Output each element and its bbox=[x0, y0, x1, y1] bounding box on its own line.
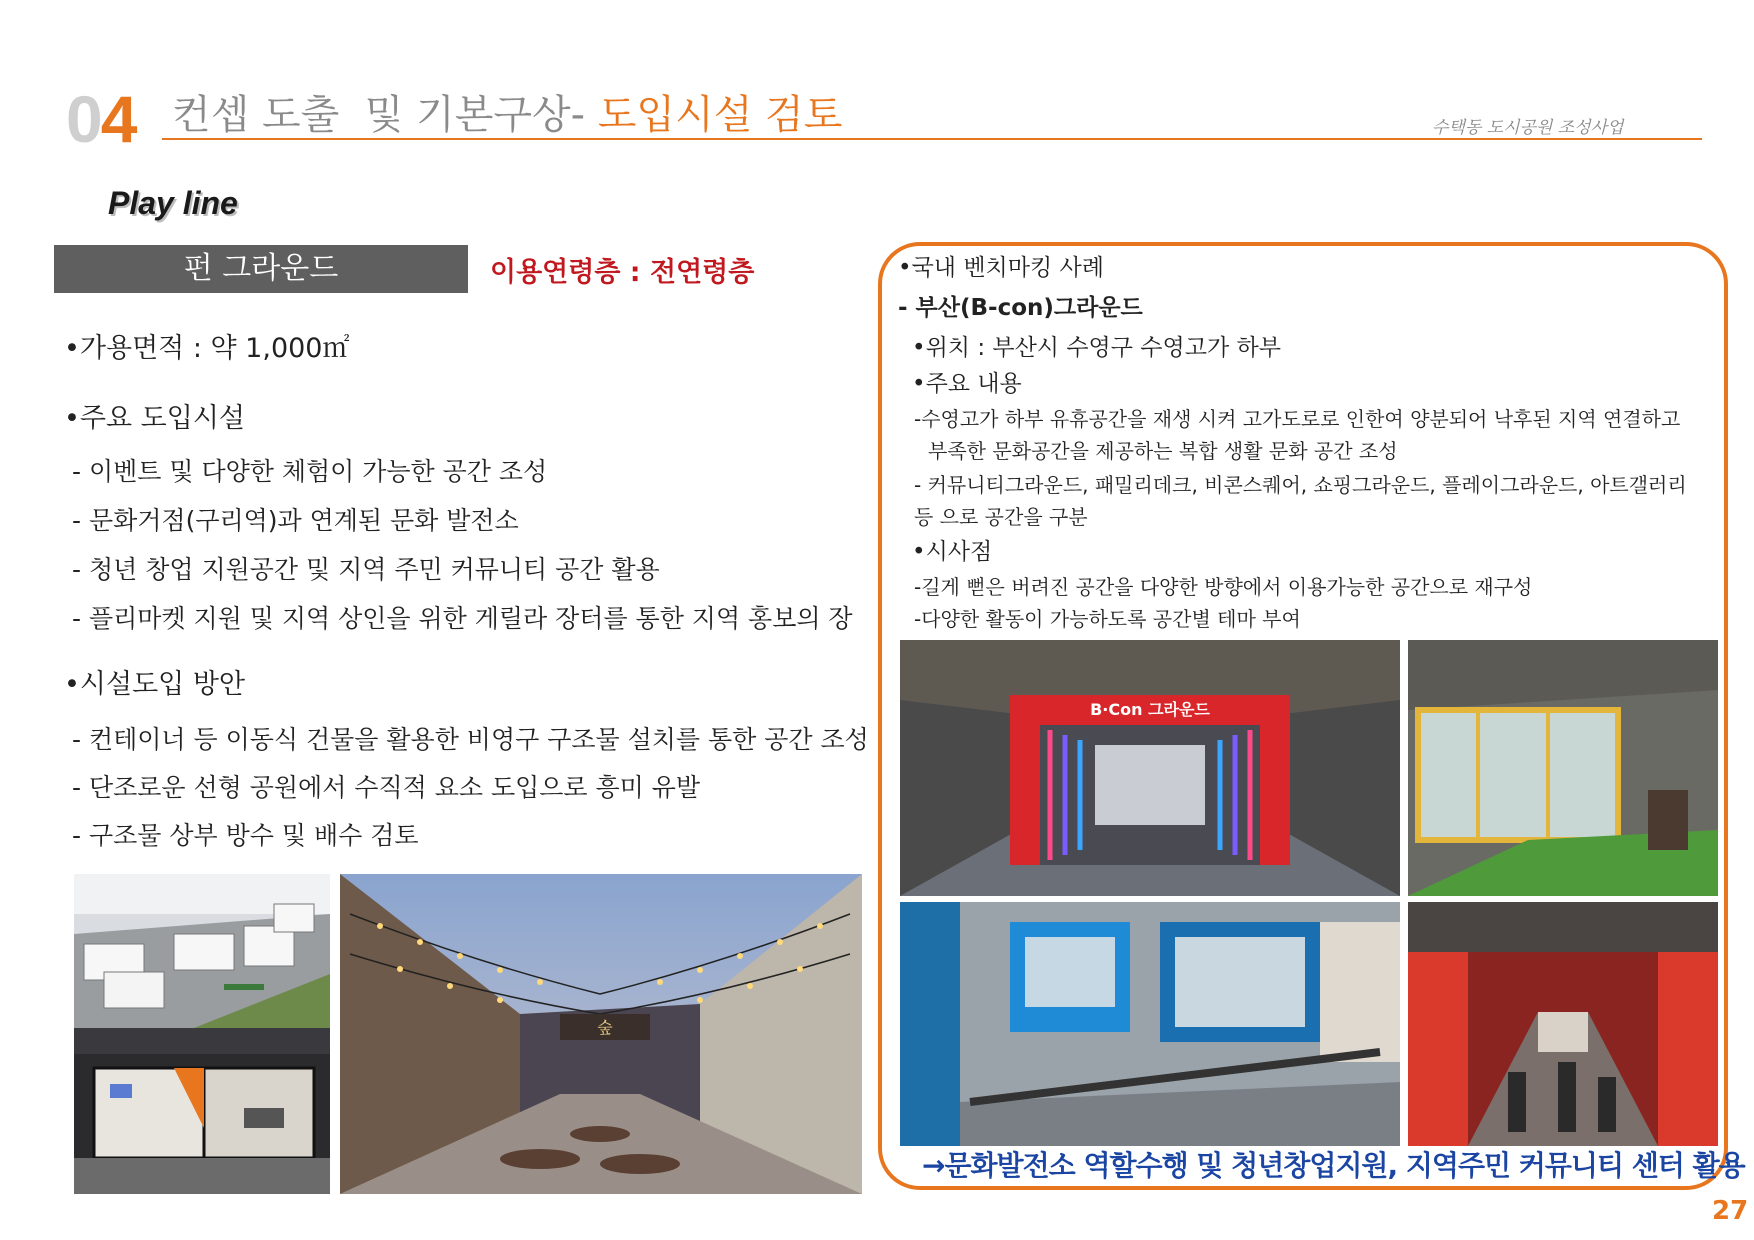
main-facility-item: - 청년 창업 지원공간 및 지역 주민 커뮤니티 공간 활용 bbox=[72, 555, 660, 584]
benchmark-title: •국내 벤치마킹 사례 bbox=[898, 255, 1104, 281]
container-office-photo bbox=[74, 1028, 330, 1194]
content-line: 등 으로 공간을 구분 bbox=[914, 505, 1088, 529]
page-title bbox=[172, 92, 842, 138]
category-label: 펀 그라운드 bbox=[54, 245, 468, 293]
content-line: - 커뮤니티그라운드, 패밀리데크, 비콘스퀘어, 쇼핑그라운드, 플레이그라운드, 아트갤러리 bbox=[914, 473, 1687, 497]
implication-line: -다양한 활동이 가능하도록 공간별 테마 부여 bbox=[914, 607, 1301, 631]
bcon-glass-pavilion-photo bbox=[1408, 640, 1718, 896]
area-text: •가용면적 : 약 1,000㎡ bbox=[64, 333, 350, 364]
section-number bbox=[66, 82, 136, 156]
page-title-main: 컨셉 도출 및 기본구상- bbox=[172, 92, 598, 138]
container-rendering-photo bbox=[74, 874, 330, 1028]
conclusion-text: →문화발전소 역할수행 및 청년창업지원, 지역주민 커뮤니티 센터 활용 bbox=[922, 1149, 1745, 1182]
section-number-second: 4 bbox=[100, 82, 136, 156]
implication-title: •시사점 bbox=[912, 539, 993, 565]
age-group-label: 이용연령층 : 전연령층 bbox=[490, 257, 755, 288]
project-name: 수택동 도시공원 조성사업 bbox=[1432, 118, 1624, 138]
bcon-sign-text: B·Con 그라운드 bbox=[1090, 700, 1210, 719]
bcon-gate-photo bbox=[900, 640, 1400, 896]
page-title-highlight: 도입시설 검토 bbox=[597, 92, 843, 138]
main-facility-item: - 플리마켓 지원 및 지역 상인을 위한 게릴라 장터를 통한 지역 홍보의 장 bbox=[72, 604, 853, 633]
bcon-shopping-corridor-photo bbox=[1408, 902, 1718, 1146]
location-text: •위치 : 부산시 수영구 수영고가 하부 bbox=[912, 335, 1281, 361]
market-sign-text: 숲 bbox=[597, 1018, 613, 1037]
page-number: 27 bbox=[1712, 1196, 1749, 1226]
content-line: 부족한 문화공간을 제공하는 복합 생활 문화 공간 조성 bbox=[928, 439, 1398, 463]
case-name: - 부산(B-con)그라운드 bbox=[898, 295, 1143, 321]
plan-item: - 컨테이너 등 이동식 건물을 활용한 비영구 구조물 설치를 통한 공간 조성 bbox=[72, 725, 869, 754]
main-facilities-title: •주요 도입시설 bbox=[64, 403, 246, 434]
plan-item: - 구조물 상부 방수 및 배수 검토 bbox=[72, 821, 419, 850]
content-title: •주요 내용 bbox=[912, 371, 1022, 397]
section-number-first: 0 bbox=[66, 82, 101, 156]
main-facility-item: - 문화거점(구리역)과 연계된 문화 발전소 bbox=[72, 506, 519, 535]
header-divider bbox=[162, 138, 1702, 140]
night-market-street-photo bbox=[340, 874, 862, 1194]
implication-line: -길게 뻗은 버려진 공간을 다양한 방향에서 이용가능한 공간으로 재구성 bbox=[914, 575, 1533, 599]
bcon-blue-containers-photo bbox=[900, 902, 1400, 1146]
content-line: -수영고가 하부 유휴공간을 재생 시켜 고가도로로 인한여 양분되어 낙후된 지역 연결하고 bbox=[914, 407, 1681, 431]
main-facility-item: - 이벤트 및 다양한 체험이 가능한 공간 조성 bbox=[72, 457, 548, 486]
section-subtitle: Play line bbox=[108, 185, 238, 221]
plan-title: •시설도입 방안 bbox=[64, 669, 246, 700]
plan-item: - 단조로운 선형 공원에서 수직적 요소 도입으로 흥미 유발 bbox=[72, 773, 701, 802]
